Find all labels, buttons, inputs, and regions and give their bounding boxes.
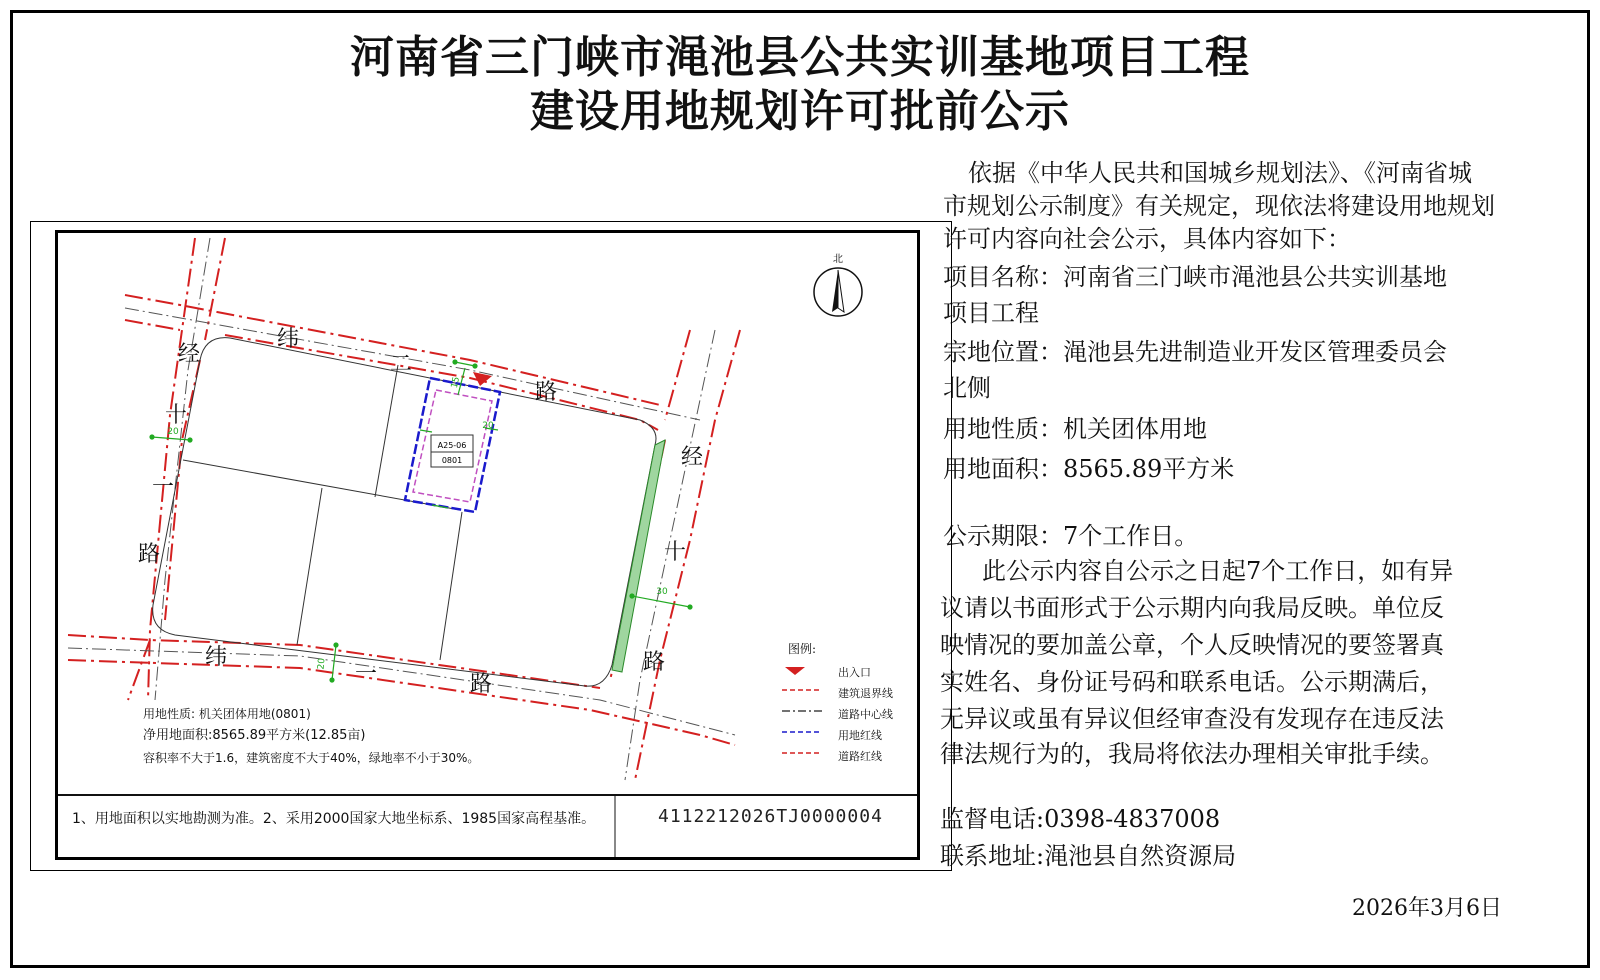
road-left-char-2: 十 <box>165 403 188 428</box>
right-road-red-line-b <box>635 330 740 780</box>
title-line-2: 建设用地规划许可批前公示 <box>530 86 1070 137</box>
block-outline <box>153 338 656 686</box>
land-use: 用地性质：机关团体用地 <box>943 415 1207 443</box>
notice-line-5: 无异议或虽有异议但经审查没有发现存在违反法 <box>940 705 1444 733</box>
left-road-red-line-d <box>128 640 150 700</box>
map-info-ratios: 容积率不大于1.6，建筑密度不大于40%，绿地率不小于30%。 <box>143 751 480 765</box>
map-info-land-use: 用地性质: 机关团体用地(0801) <box>143 707 311 721</box>
legend-entrance-icon <box>785 667 805 675</box>
block-divider-4 <box>440 512 462 660</box>
notice-line-2: 议请以书面形式于公示期内向我局反映。单位反 <box>940 594 1444 622</box>
legend-item-site-line: 用地红线 <box>838 729 882 742</box>
dim-label-right: 30 <box>656 587 668 597</box>
date: 2026年3月6日 <box>1352 896 1502 921</box>
notice-line-1: 此公示内容自公示之日起7个工作日，如有异 <box>982 557 1454 585</box>
notice-line-3: 映情况的要加盖公章，个人反映情况的要签署真 <box>940 631 1444 659</box>
notice-line-4: 实姓名、身份证号码和联系电话。公示期满后， <box>940 668 1444 696</box>
intro-line-3: 许可内容向社会公示，具体内容如下： <box>943 225 1351 253</box>
location-line-2: 北侧 <box>943 374 991 402</box>
legend-item-centerline: 道路中心线 <box>838 708 893 721</box>
title-line-1: 河南省三门峡市渑池县公共实训基地项目工程 <box>350 32 1250 83</box>
map-info-area: 净用地面积:8565.89平方米(12.85亩) <box>143 728 366 743</box>
legend-item-setback: 建筑退界线 <box>838 687 893 700</box>
legend-item-entrance: 出入口 <box>838 666 871 679</box>
top-road-centerline <box>125 308 700 420</box>
green-strip <box>612 440 665 672</box>
road-right-char-3: 路 <box>643 650 666 675</box>
north-label: 北 <box>833 254 843 265</box>
dim-line-left <box>152 437 190 440</box>
legend-title: 图例: <box>788 642 817 656</box>
road-left-char-1: 经 <box>178 342 201 367</box>
intro-line-2: 市规划公示制度》有关规定，现依法将建设用地规划 <box>943 192 1495 220</box>
top-road-red-line-b <box>125 320 180 330</box>
location-line-1: 宗地位置：渑池县先进制造业开发区管理委员会 <box>943 338 1447 366</box>
period: 公示期限：7个工作日。 <box>943 522 1199 550</box>
road-right-char-2: 十 <box>664 540 687 565</box>
address: 联系地址:渑池县自然资源局 <box>940 842 1237 870</box>
parcel-code: A25-06 <box>437 441 467 450</box>
road-left-char-3: 一 <box>152 475 175 500</box>
dim-label-bottom: 20 <box>316 657 328 670</box>
land-area: 用地面积：8565.89平方米 <box>943 455 1235 483</box>
road-top-char-1: 纬 <box>277 327 300 352</box>
road-right-char-1: 经 <box>681 445 704 470</box>
road-top-char-2: 二 <box>390 352 413 377</box>
notice-line-6: 律法规行为的，我局将依法办理相关审批手续。 <box>940 740 1444 768</box>
block-divider-2 <box>297 488 322 645</box>
dim-label-left: 20 <box>167 427 179 437</box>
road-left-char-4: 路 <box>138 542 161 567</box>
road-top-char-3: 路 <box>535 380 558 405</box>
map-footnote: 1、用地面积以实地勘测为准。2、采用2000国家大地坐标系、1985国家高程基准。 <box>72 811 596 827</box>
project-id: 4112212026TJ0000004 <box>658 806 883 827</box>
road-bottom-char-3: 路 <box>470 672 493 697</box>
dim-label-top: 15 <box>449 375 463 390</box>
right-road-red-line-a <box>665 330 690 420</box>
dim-line-right <box>632 596 690 607</box>
legend-item-road-red-line: 道路红线 <box>838 750 882 763</box>
dim-line-top <box>455 362 475 366</box>
project-name-line-2: 项目工程 <box>943 299 1039 327</box>
dim-label-setback: 20 <box>482 421 494 431</box>
road-bottom-char-2: 一 <box>355 662 378 687</box>
left-road-red-line-b <box>205 238 225 340</box>
intro-line-1: 依据《中华人民共和国城乡规划法》、《河南省城 <box>968 159 1472 187</box>
parcel-use-code: 0801 <box>441 456 463 465</box>
north-arrow-icon <box>814 268 862 316</box>
project-name-line-1: 项目名称：河南省三门峡市渑池县公共实训基地 <box>943 263 1447 291</box>
road-bottom-char-1: 纬 <box>205 645 228 670</box>
phone: 监督电话:0398-4837008 <box>940 805 1221 833</box>
block-divider-3 <box>375 365 398 497</box>
